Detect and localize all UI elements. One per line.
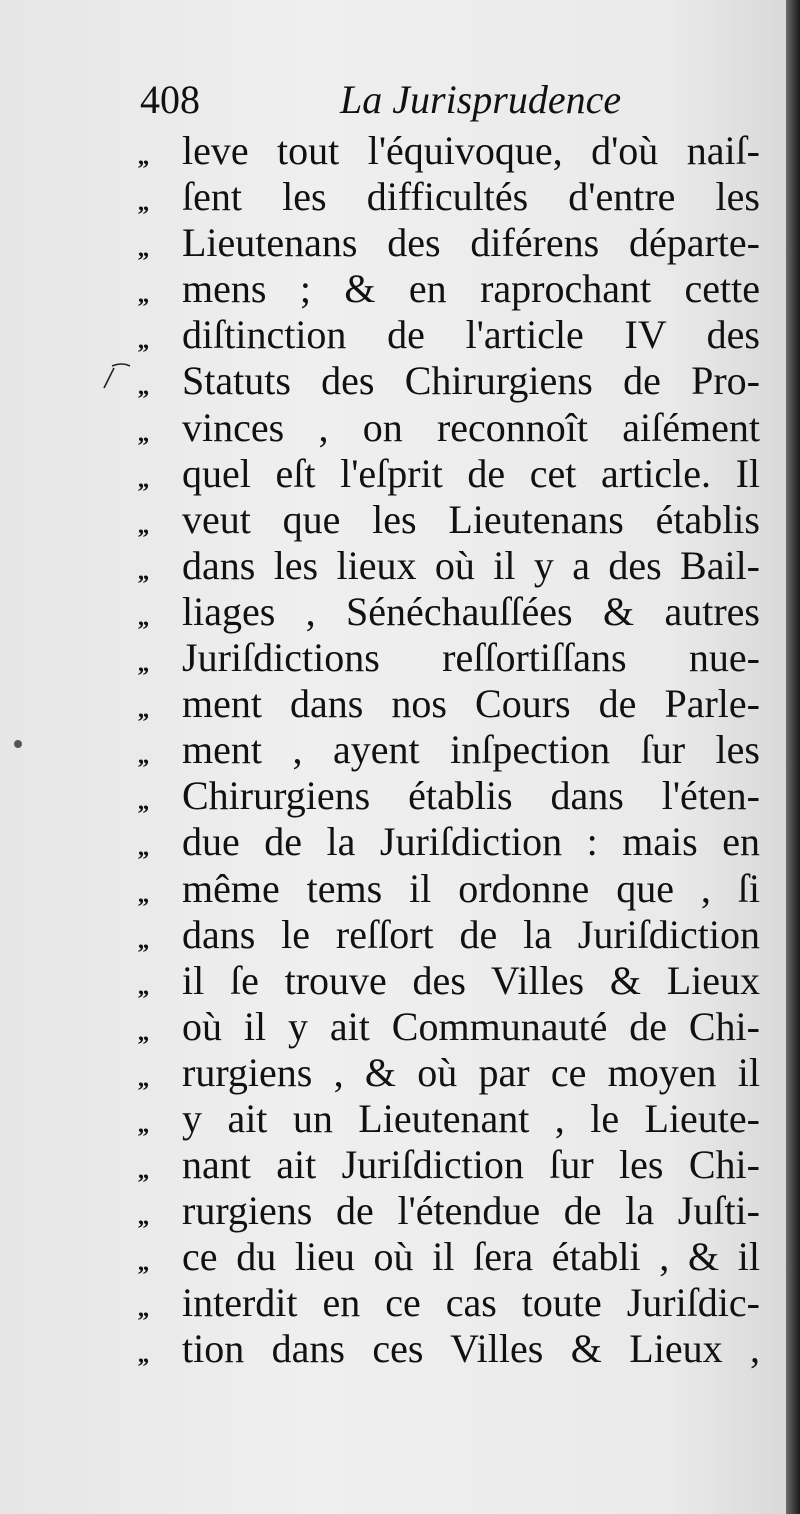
text-line xyxy=(138,1188,760,1234)
line-text: quel eſt l'eſprit de cet article. Il xyxy=(182,450,760,496)
quotation-mark: ,, xyxy=(138,835,148,862)
line-text: Juriſdictions reſſortiſſans nue- xyxy=(182,635,760,681)
line-text: dans les lieux où il y a des Bail- xyxy=(182,542,760,588)
line-text: ce du lieu où il ſera établi , & il xyxy=(182,1234,760,1280)
text-line xyxy=(138,958,760,1004)
quotation-mark: ,, xyxy=(138,558,148,585)
quotation-mark: ,, xyxy=(138,512,148,539)
quotation-mark: ,, xyxy=(138,697,148,724)
text-line xyxy=(138,681,760,727)
line-text: leve tout l'équivoque, d'où naiſ- xyxy=(182,128,760,173)
quotation-mark: ,, xyxy=(138,881,148,908)
line-text: ment , ayent inſpection ſur les xyxy=(182,727,760,773)
line-text: vinces , on reconnoît aiſément xyxy=(182,404,760,450)
page-header xyxy=(140,68,660,128)
line-text: ment dans nos Cours de Parle- xyxy=(182,681,760,727)
text-line xyxy=(138,220,760,266)
text-line xyxy=(138,358,760,404)
page-edge-shadow xyxy=(786,0,800,1514)
quotation-mark: ,, xyxy=(138,420,148,447)
body-text xyxy=(138,128,760,1373)
text-line xyxy=(138,589,760,635)
line-text: rurgiens de l'étendue de la Juſti- xyxy=(182,1188,760,1234)
text-line xyxy=(138,1280,760,1326)
text-line xyxy=(138,1326,760,1372)
line-text: diſtinction de l'article IV des xyxy=(182,312,760,358)
text-line xyxy=(138,174,760,220)
quotation-mark: ,, xyxy=(138,236,148,263)
quotation-mark: ,, xyxy=(138,1204,148,1231)
line-text: dans le reſſort de la Juriſdiction xyxy=(182,911,760,957)
text-line xyxy=(138,773,760,819)
line-text: Lieutenans des diférens départe- xyxy=(182,220,760,266)
pen-mark-icon xyxy=(100,344,140,392)
line-text: Statuts des Chirurgiens de Pro- xyxy=(182,358,760,404)
quotation-mark: ,, xyxy=(138,144,148,170)
line-text: interdit en ce cas toute Juriſdic- xyxy=(182,1280,760,1326)
quotation-mark: ,, xyxy=(138,1296,148,1323)
text-line xyxy=(138,1050,760,1096)
line-text: même tems il ordonne que , ſi xyxy=(182,865,760,911)
text-line xyxy=(138,1142,760,1188)
line-text: liages , Sénéchauſſées & autres xyxy=(182,588,760,634)
line-text: rurgiens , & où par ce moyen il xyxy=(182,1049,760,1095)
line-text: due de la Juriſdiction : mais en xyxy=(182,819,760,865)
text-line xyxy=(138,497,760,543)
line-text: mens ; & en raprochant cette xyxy=(182,266,760,312)
line-text: où il y ait Communauté de Chi- xyxy=(182,1003,760,1049)
quotation-mark: ,, xyxy=(138,1111,148,1138)
text-line xyxy=(138,266,760,312)
text-line xyxy=(138,912,760,958)
page-number: 408 xyxy=(140,77,200,122)
text-line xyxy=(138,405,760,451)
running-title: La Jurisprudence xyxy=(340,77,622,122)
text-line xyxy=(138,819,760,865)
text-line xyxy=(138,1004,760,1050)
quotation-mark: ,, xyxy=(138,1342,148,1369)
line-text: il ſe trouve des Villes & Lieux xyxy=(182,957,760,1003)
quotation-mark: ,, xyxy=(138,328,148,355)
text-line xyxy=(138,128,760,174)
line-text: nant ait Juriſdiction ſur les Chi- xyxy=(182,1142,760,1188)
quotation-mark: ,, xyxy=(138,374,148,401)
text-line xyxy=(138,312,760,358)
text-line xyxy=(138,451,760,497)
text-line xyxy=(138,1234,760,1280)
line-text: y ait un Lieutenant , le Lieute- xyxy=(182,1095,760,1141)
quotation-mark: ,, xyxy=(138,927,148,954)
quotation-mark: ,, xyxy=(138,1019,148,1046)
line-text: tion dans ces Villes & Lieux , xyxy=(182,1326,760,1372)
line-text: Chirurgiens établis dans l'éten- xyxy=(182,773,760,819)
quotation-mark: ,, xyxy=(138,973,148,1000)
line-text: veut que les Lieutenans établis xyxy=(182,496,760,542)
line-text: ſent les difficultés d'entre les xyxy=(182,174,760,220)
quotation-mark: ,, xyxy=(138,789,148,816)
quotation-mark: ,, xyxy=(138,1065,148,1092)
quotation-mark: ,, xyxy=(138,651,148,678)
quotation-mark: ,, xyxy=(138,190,148,217)
text-line xyxy=(138,866,760,912)
text-line xyxy=(138,543,760,589)
quotation-mark: ,, xyxy=(138,743,148,770)
text-line xyxy=(138,727,760,773)
text-line xyxy=(138,635,760,681)
quotation-mark: ,, xyxy=(138,1250,148,1277)
quotation-mark: ,, xyxy=(138,466,148,493)
quotation-mark: ,, xyxy=(138,604,148,631)
quotation-mark: ,, xyxy=(138,1158,148,1185)
ink-speck xyxy=(14,740,22,748)
quotation-mark: ,, xyxy=(138,282,148,309)
text-line xyxy=(138,1096,760,1142)
